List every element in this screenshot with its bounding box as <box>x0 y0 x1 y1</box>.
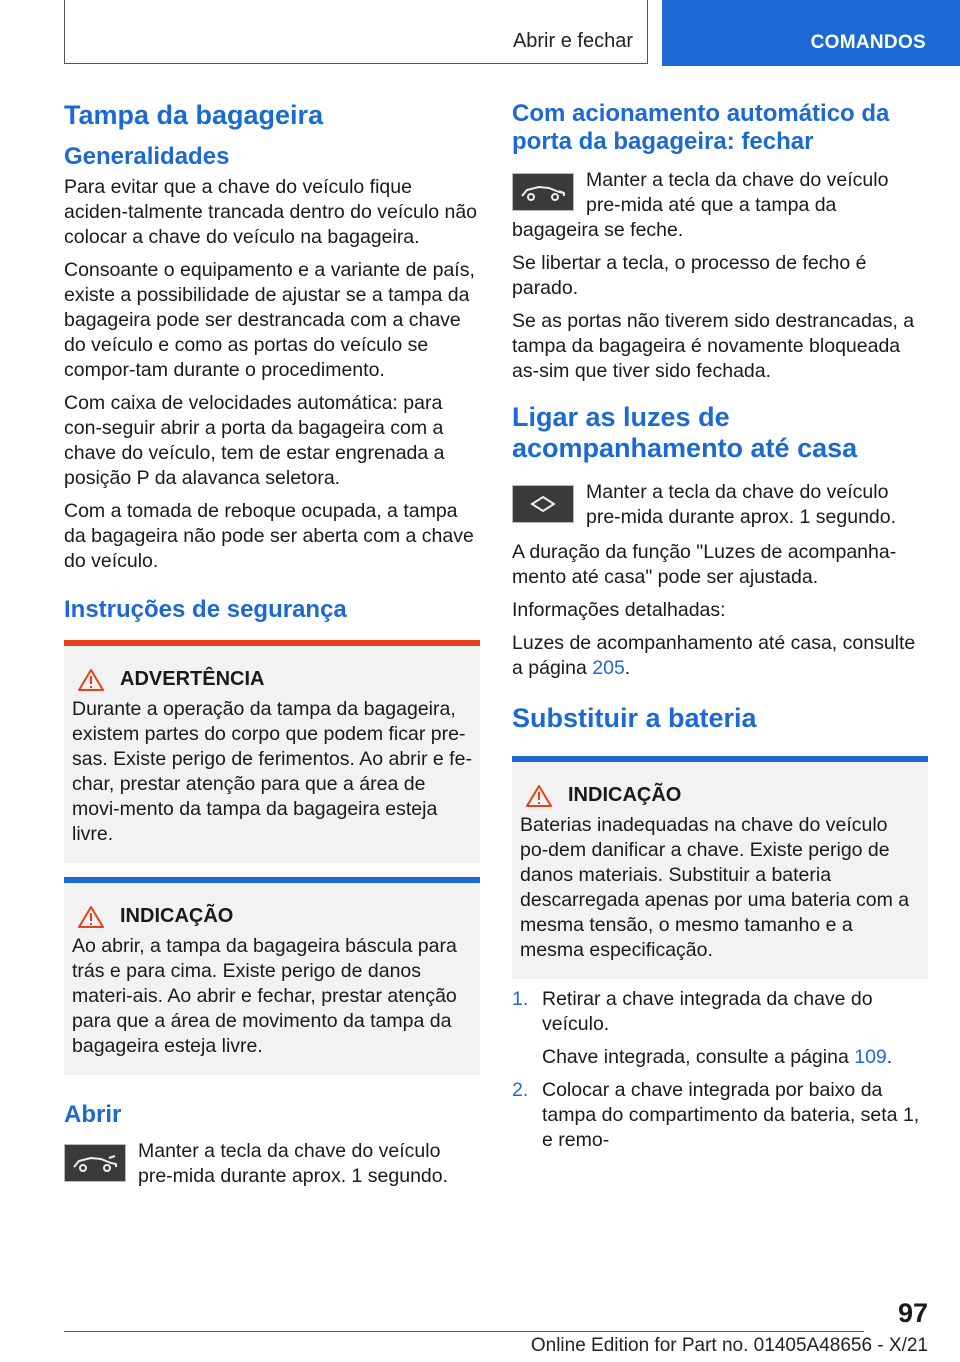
battery-note-text: Baterias inadequadas na chave do veículo po-dem danificar a chave. Existe perigo de danos materiais. Substituir a bateria descarregada apenas por uma bateria com a mesma tensão, o mesmo tamanho e a mesma especificação. <box>520 814 910 961</box>
battery-note-title: INDICAÇÃO <box>568 784 682 806</box>
right-column <box>512 100 928 1161</box>
warning-text: Durante a operação da tampa da bagageira, existem partes do corpo que podem ficar pre-sas. Existe perigo de ferimentos. Ao abrir e fe-char, prestar atenção para que a área de movi-mento da tampa da bagageira esteja livre. <box>72 698 472 845</box>
general-paragraph: Para evitar que a chave do veículo fique aciden-talmente trancada dentro do veículo não colocar a chave do veículo na bagageira. <box>64 176 478 248</box>
page-link-205[interactable]: 205 <box>592 657 625 679</box>
diamond-key-icon <box>512 485 574 523</box>
warning-box <box>64 640 480 863</box>
lights-heading: Ligar as luzes de acompanhamento até casa <box>512 402 858 463</box>
auto-close-instruction <box>512 168 928 243</box>
lights-paragraph: Informações detalhadas: <box>512 599 726 621</box>
page-link-109[interactable]: 109 <box>854 1046 887 1068</box>
note-text: Ao abrir, a tampa da bagageira báscula para trás e para cima. Existe perigo de danos materi-ais. Ao abrir e fechar, prestar atenção para que a área de movimento da tampa da bagageira esteja livre. <box>72 935 457 1057</box>
lights-instruction <box>512 480 928 530</box>
header-section-title: Abrir e fechar <box>512 30 633 52</box>
list-item <box>512 987 928 1070</box>
note-title-row <box>72 905 472 928</box>
open-instruction <box>64 1139 480 1189</box>
lights-text: Manter a tecla da chave do veículo pre-mida durante aprox. 1 segundo. <box>586 481 897 528</box>
battery-heading: Substituir a bateria <box>512 703 757 733</box>
step-number: 2. <box>512 1079 529 1101</box>
footer-edition: Online Edition for Part no. 01405A48656 - X/21 <box>530 1335 928 1356</box>
step-subtext-end: . <box>886 1046 893 1068</box>
step-number: 1. <box>512 988 529 1010</box>
auto-close-paragraph: Se as portas não tiverem sido destrancadas, a tampa da bagageira é novamente bloqueada as-sim que tiver sido fechada. <box>512 310 915 382</box>
caution-triangle-icon <box>78 906 104 928</box>
safety-heading: Instruções de segurança <box>64 596 347 623</box>
auto-close-text: Manter a tecla da chave do veículo pre-mida até que a tampa da bagageira se feche. <box>512 169 889 241</box>
page-title: Tampa da bagageira <box>64 100 324 130</box>
battery-steps <box>512 987 928 1153</box>
note-title: INDICAÇÃO <box>120 905 234 927</box>
car-trunk-icon <box>64 1144 126 1182</box>
header-chapter-tab[interactable] <box>662 0 960 66</box>
battery-note-box <box>512 756 928 979</box>
step-text: Colocar a chave integrada por baixo da tampa do compartimento da bateria, seta 1, e remo- <box>542 1079 920 1151</box>
step-subtext-text: Chave integrada, consulte a página <box>542 1046 855 1068</box>
note-box <box>64 877 480 1075</box>
open-text: Manter a tecla da chave do veículo pre-mida durante aprox. 1 segundo. <box>138 1140 449 1187</box>
general-paragraph: Com a tomada de reboque ocupada, a tampa da bagageira não pode ser aberta com a chave do veículo. <box>64 500 474 572</box>
auto-close-heading: Com acionamento automático da porta da bagageira: fechar <box>512 100 890 155</box>
lights-reference-text: Luzes de acompanhamento até casa, consulte a página <box>512 632 916 679</box>
open-heading: Abrir <box>64 1101 122 1128</box>
lights-paragraph: A duração da função "Luzes de acompanha-mento até casa" pode ser ajustada. <box>512 541 897 588</box>
warning-title: ADVERTÊNCIA <box>120 668 265 690</box>
general-paragraph: Com caixa de velocidades automática: para con-seguir abrir a porta da bagageira com a chave do veículo, tem de estar engrenada a posição P da alavanca seletora. <box>64 392 445 489</box>
footer-divider <box>64 1331 864 1332</box>
general-paragraph: Consoante o equipamento e a variante de país, existe a possibilidade de ajustar se a tampa da bagageira pode ser destrancada com a chave do veículo e como as portas do veículo se compor-tam durante o procedimento. <box>64 259 475 381</box>
car-trunk-icon <box>512 173 574 211</box>
caution-triangle-icon <box>526 785 552 807</box>
lights-reference-end: . <box>624 657 631 679</box>
header-section-box <box>64 0 648 64</box>
battery-note-title-row <box>520 784 920 807</box>
warning-triangle-icon <box>78 669 104 691</box>
step-subtext <box>542 1045 928 1070</box>
lights-reference <box>512 631 928 681</box>
list-item <box>512 1078 928 1153</box>
left-column <box>64 100 480 1197</box>
warning-title-row <box>72 668 472 691</box>
step-text: Retirar a chave integrada da chave do veículo. <box>542 988 873 1035</box>
header-chapter-title: COMANDOS <box>810 32 926 53</box>
general-heading: Generalidades <box>64 143 230 170</box>
page-number: 97 <box>897 1298 928 1328</box>
auto-close-paragraph: Se libertar a tecla, o processo de fecho é parado. <box>512 252 867 299</box>
